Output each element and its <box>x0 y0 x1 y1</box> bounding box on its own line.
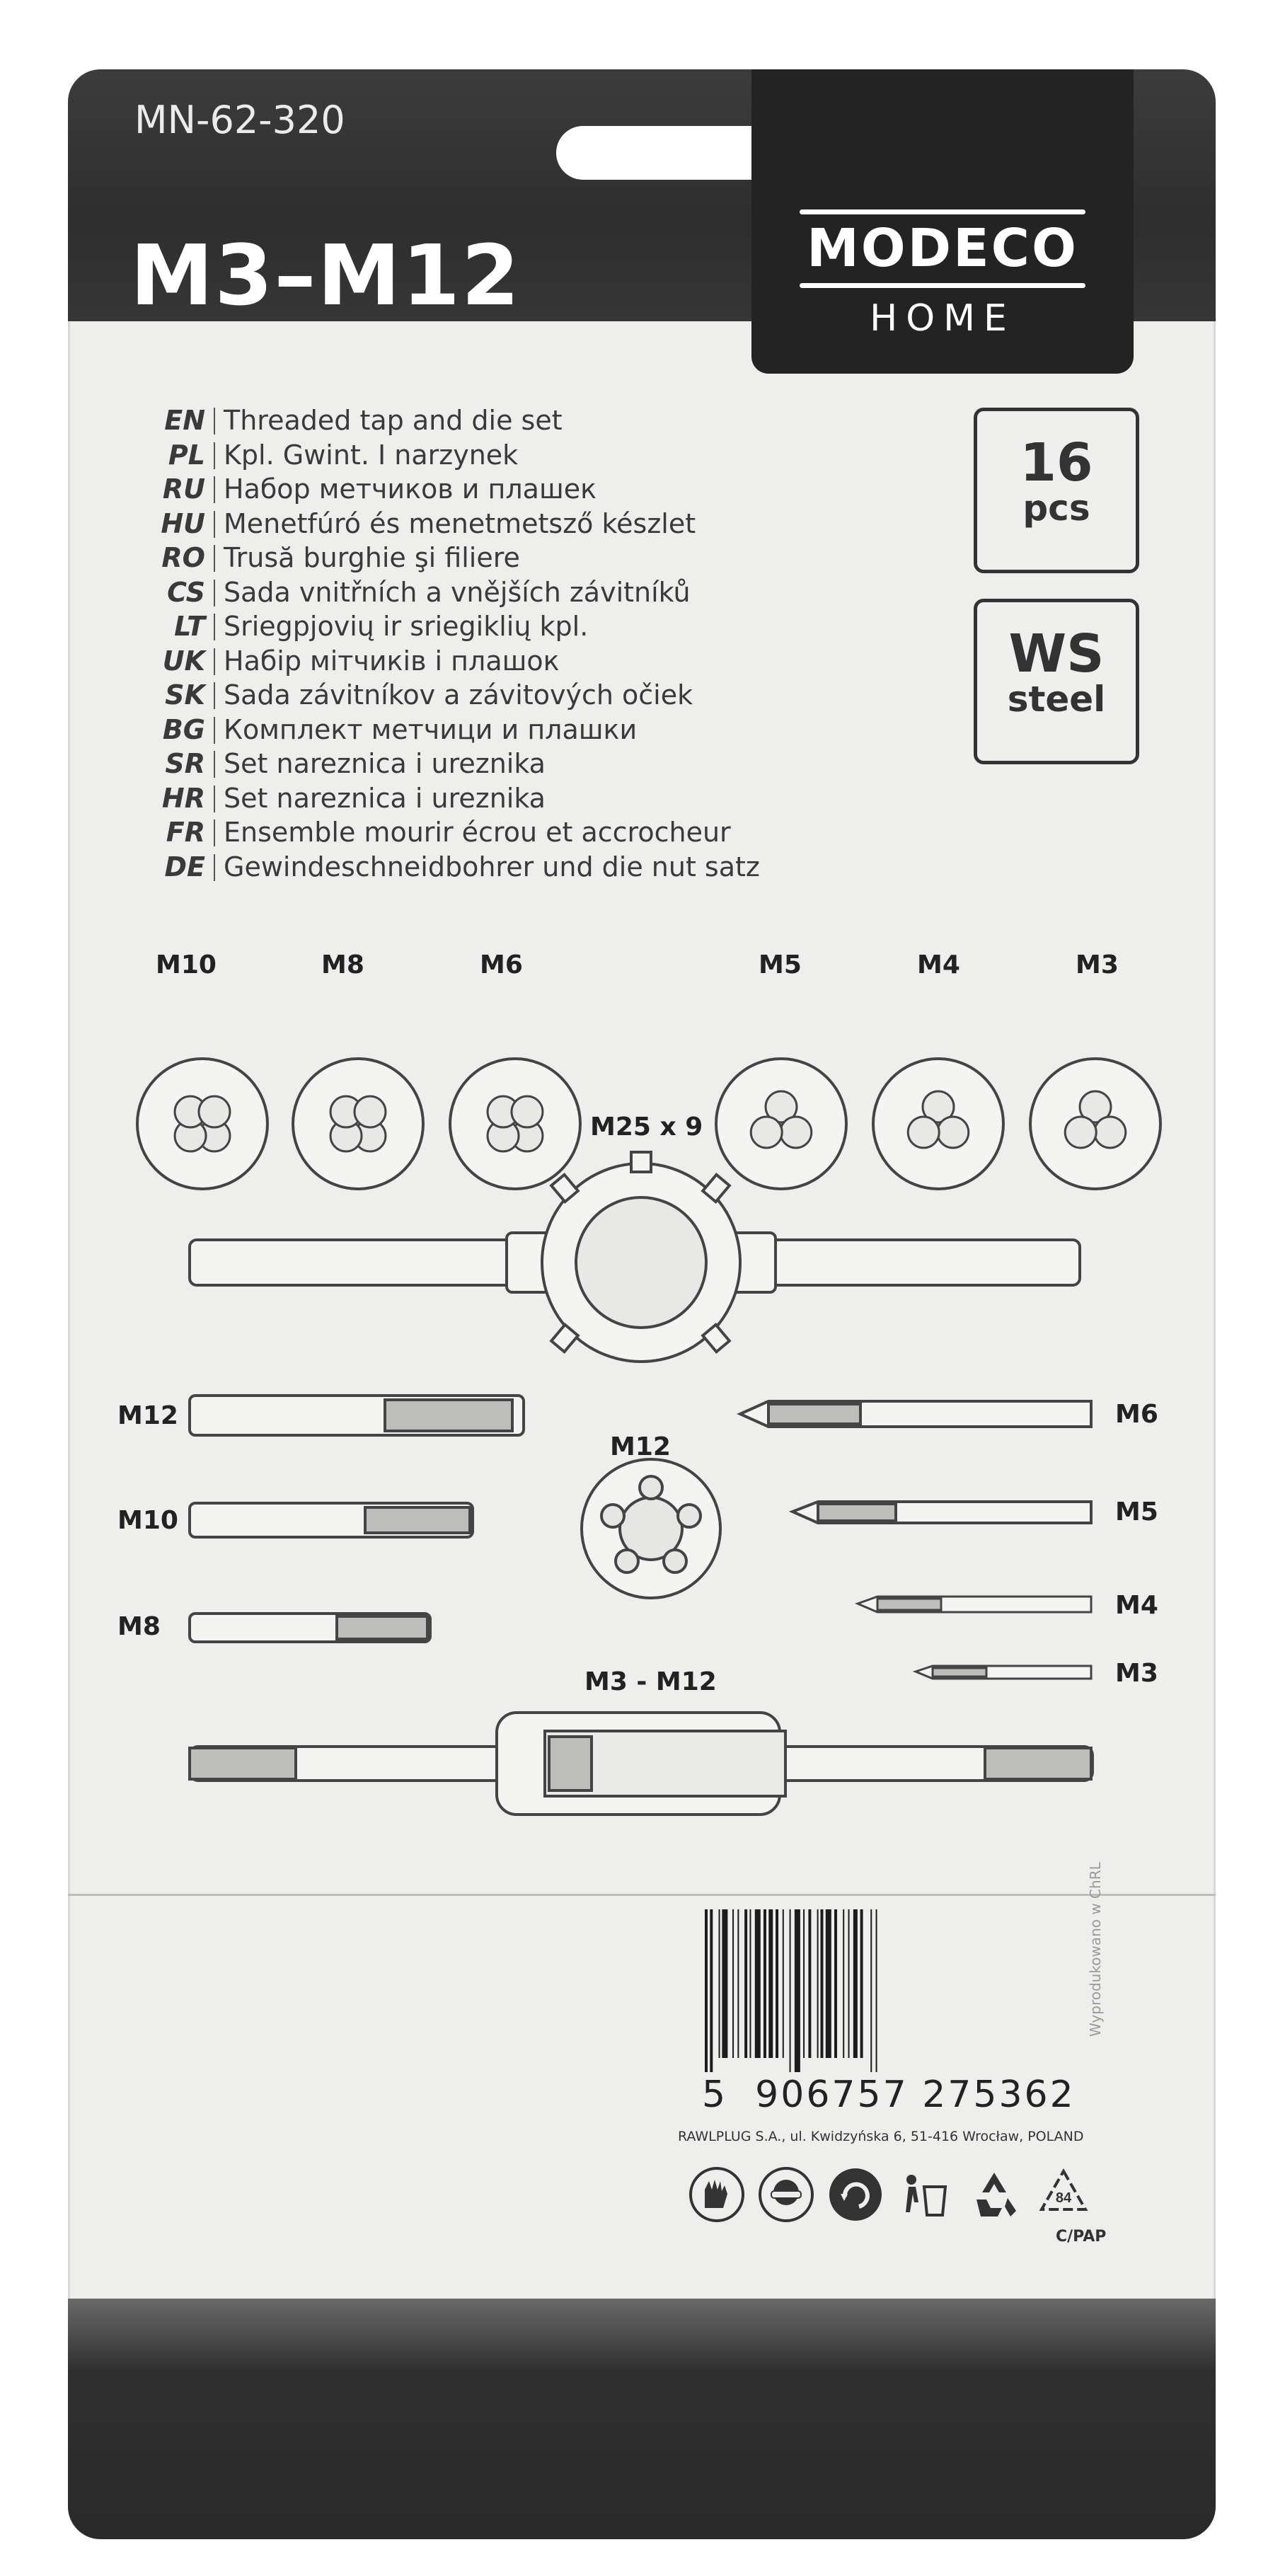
die-m10-illustration <box>137 1059 267 1189</box>
die-label-m8: M8 <box>321 950 364 979</box>
die-m6-illustration <box>450 1059 580 1189</box>
barcode-bar <box>820 1909 823 2058</box>
die-label-m3: M3 <box>1076 950 1119 979</box>
barcode-digits <box>702 2074 1076 2116</box>
die-label-m10: M10 <box>156 950 217 979</box>
barcode-bar <box>803 1909 805 2058</box>
language-text: Menetfúró és menetmetsző készlet <box>224 507 696 539</box>
barcode-bar <box>876 1909 877 2072</box>
barcode-digits-rest: 906757 275362 <box>755 2074 1076 2116</box>
die-m12-illustration <box>582 1459 720 1598</box>
barcode-bar <box>817 1909 819 2058</box>
tools-illustration <box>68 69 1216 1895</box>
recycling-code: 84 <box>1055 2190 1072 2206</box>
barcode-bar <box>705 1909 708 2072</box>
goggles-icon <box>757 2166 815 2224</box>
material-unit: steel <box>1007 679 1106 720</box>
barcode-bar <box>763 1909 766 2058</box>
barcode-bar <box>755 1909 761 2058</box>
bin-person-icon <box>896 2166 954 2224</box>
tap-m6-illustration <box>740 1401 1091 1427</box>
tap-label-m10: M10 <box>117 1506 178 1535</box>
language-code: RU <box>162 473 205 505</box>
barcode-digit-first: 5 <box>702 2074 728 2116</box>
die-m5-illustration <box>716 1059 846 1189</box>
material-value: WS <box>1008 623 1105 684</box>
die-label-m4: M4 <box>917 950 960 979</box>
brand-sub: HOME <box>870 297 1015 340</box>
barcode-bar <box>732 1909 734 2058</box>
barcode-bar <box>808 1909 811 2058</box>
barcode-bar <box>776 1909 778 2058</box>
barcode-bar <box>737 1909 739 2058</box>
language-text: Набор метчиков и плашек <box>224 473 597 505</box>
barcode-bar <box>848 1909 850 2058</box>
language-text: Набір мітчиків і плашок <box>224 645 560 677</box>
die-stock-label: M25 x 9 <box>590 1112 703 1142</box>
barcode-bar <box>744 1909 747 2058</box>
die-m3-illustration <box>1030 1059 1160 1189</box>
count-unit: pcs <box>1022 488 1090 529</box>
language-text: Gewindeschneidbohrer und die nut satz <box>224 851 760 882</box>
barcode-bar <box>749 1909 751 2058</box>
tap-m10-illustration <box>190 1503 473 1537</box>
language-text: Trusă burghie şi filiere <box>224 542 520 573</box>
language-code: PL <box>168 439 205 471</box>
language-code: LT <box>174 611 205 642</box>
language-code: DE <box>164 851 205 882</box>
barcode-bar <box>722 1909 727 2058</box>
barcode-bar <box>783 1909 784 2058</box>
language-text: Kpl. Gwint. I narzynek <box>224 439 519 471</box>
language-text: Комплект метчици и плашки <box>224 713 638 745</box>
language-code: UK <box>162 645 205 677</box>
brand-name: MODECO <box>807 218 1078 279</box>
recycling-material: C/PAP <box>1056 2228 1107 2246</box>
barcode-bar <box>870 1909 872 2072</box>
barcode <box>705 1909 1087 2093</box>
language-code: HU <box>161 507 205 539</box>
barcode-bar <box>795 1909 800 2072</box>
tap-label-m5: M5 <box>1115 1497 1158 1526</box>
die-m8-illustration <box>293 1059 423 1189</box>
tap-m12-illustration <box>190 1396 524 1435</box>
tap-m4-illustration <box>858 1597 1091 1612</box>
product-code: MN-62-320 <box>134 98 345 142</box>
language-code: CS <box>167 576 205 608</box>
language-code: BG <box>162 713 205 745</box>
mobius-recycle-icon <box>965 2166 1023 2224</box>
language-text: Set nareznica i ureznika <box>224 782 546 814</box>
language-text: Threaded tap and die set <box>224 405 563 436</box>
packaging-card <box>68 69 1216 2539</box>
tap-wrench-label: M3 - M12 <box>584 1667 717 1696</box>
barcode-bar <box>843 1909 844 2058</box>
barcode-bar <box>853 1909 858 2058</box>
recycle-arrows-icon <box>826 2166 884 2224</box>
tap-wrench-illustration <box>190 1713 1093 1815</box>
tap-m3-illustration <box>916 1666 1091 1679</box>
big-die-label: M12 <box>610 1432 671 1461</box>
tap-label-m3: M3 <box>1115 1659 1158 1688</box>
tap-label-m6: M6 <box>1115 1400 1158 1429</box>
section-divider <box>68 1894 1216 1896</box>
language-text: Sada závitníkov a závitových očiek <box>224 679 693 711</box>
language-code: FR <box>166 817 205 848</box>
recycle-triangle-icon <box>1035 2166 1093 2224</box>
tap-label-m8: M8 <box>117 1612 161 1641</box>
barcode-bar <box>719 1909 720 2058</box>
language-code: SK <box>165 679 205 711</box>
language-code: EN <box>164 405 205 436</box>
die-m4-illustration <box>873 1059 1003 1189</box>
tap-label-m12: M12 <box>117 1401 178 1430</box>
model-range-title: M3–M12 <box>130 226 522 324</box>
tap-m5-illustration <box>793 1502 1091 1523</box>
barcode-bar <box>860 1909 863 2058</box>
language-text: Ensemble mourir écrou et accrocheur <box>224 817 731 848</box>
barcode-bar <box>710 1909 713 2072</box>
die-label-m5: M5 <box>759 950 802 979</box>
barcode-bar <box>826 1909 831 2058</box>
barcode-bar <box>834 1909 837 2058</box>
language-code: HR <box>161 782 205 814</box>
barcode-bar <box>768 1909 773 2058</box>
die-label-m6: M6 <box>480 950 523 979</box>
language-text: Sada vnitřních a vnějších závitníků <box>224 576 691 608</box>
language-text: Set nareznica i ureznika <box>224 748 546 779</box>
language-code: RO <box>161 542 205 573</box>
footer-band <box>68 2299 1216 2539</box>
language-code: SR <box>165 748 205 779</box>
made-in-text: Wyprodukowano w ChRL <box>1087 1862 1104 2037</box>
address-text: RAWLPLUG S.A., ul. Kwidzyńska 6, 51-416 Wrocław, POLAND <box>678 2129 1084 2144</box>
barcode-bar <box>790 1909 791 2072</box>
count-value: 16 <box>1020 432 1093 493</box>
gloves-icon <box>688 2166 746 2224</box>
tap-m8-illustration <box>190 1614 430 1642</box>
tap-label-m4: M4 <box>1115 1591 1158 1620</box>
language-text: Sriegpjovių ir sriegiklių kpl. <box>224 611 589 642</box>
